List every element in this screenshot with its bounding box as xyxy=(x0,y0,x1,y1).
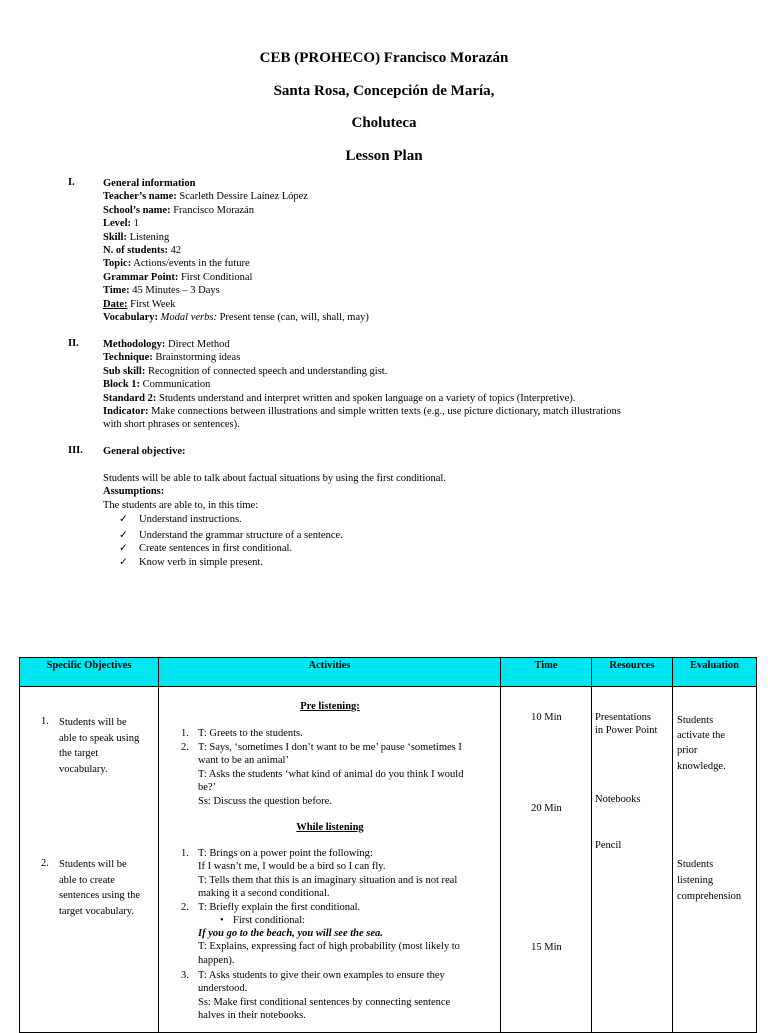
general-objective-heading-wrap xyxy=(103,445,703,458)
field-label: Grammar Point: xyxy=(103,271,179,283)
list-item xyxy=(103,556,343,570)
activity-line: T: Says, ‘sometimes I don’t want to be me’ pause ‘sometimes I xyxy=(198,742,462,753)
activity-line: be?’ xyxy=(198,782,217,794)
activity-b1 xyxy=(198,847,457,901)
field-label: School’s name: xyxy=(103,204,171,216)
list-item-text: Understand instructions. xyxy=(139,514,242,525)
check-icon: ✓ xyxy=(119,529,128,541)
field-label: Standard 2: xyxy=(103,392,157,404)
resource-line: Presentations xyxy=(595,712,651,723)
activity-line: Ss: Discuss the question before. xyxy=(198,795,332,807)
field-label: Teacher’s name: xyxy=(103,191,177,203)
objective-line: Students will be xyxy=(59,717,127,728)
activity-line: Ss: Make first conditional sentences by connecting sentence xyxy=(198,996,451,1008)
list-item-text: Know verb in simple present. xyxy=(139,556,263,568)
while-listening-heading: While listening xyxy=(296,822,364,833)
activities-cell xyxy=(159,687,501,1033)
conditional-example: If you go to the beach, you will see the sea. xyxy=(198,928,383,939)
activity-line: making it a second conditional. xyxy=(198,888,330,900)
method-value: Direct Method xyxy=(165,339,230,350)
objective-line: Students will be xyxy=(59,859,127,870)
check-icon: ✓ xyxy=(119,543,128,555)
objective-text: Students will be able to talk about factual situations by using the first conditional. xyxy=(103,473,446,484)
col-header-activities: Activities xyxy=(159,658,501,687)
time-cell xyxy=(501,687,592,1033)
objectives-cell xyxy=(20,687,159,1033)
table-row xyxy=(20,687,757,1033)
block-value: Communication xyxy=(140,379,211,391)
field-label: N. of students: xyxy=(103,245,169,257)
topic-value: Actions/events in the future xyxy=(131,258,250,270)
check-icon: ✓ xyxy=(119,514,128,525)
section-3-number: III. xyxy=(68,445,83,456)
time-value: 15 Min xyxy=(531,942,562,953)
teacher-name: Scarleth Dessire Laínez López xyxy=(176,191,308,203)
evaluation-cell xyxy=(673,687,757,1033)
grammar-value: First Conditional xyxy=(178,271,253,283)
date-value: First Week xyxy=(127,298,176,310)
assumptions-intro: The students are able to, in this time: xyxy=(103,499,259,511)
list-item-text: Understand the grammar structure of a sentence. xyxy=(139,529,343,541)
skill-value: Listening xyxy=(126,231,170,243)
field-label: Time: xyxy=(103,285,130,297)
field-label: Skill: xyxy=(103,231,127,243)
subskill-value: Recognition of connected speech and understanding gist. xyxy=(145,365,388,377)
objective-number: 1. xyxy=(41,716,49,727)
activity-2 xyxy=(198,741,463,808)
objective-1 xyxy=(59,715,139,778)
activity-number: 2. xyxy=(181,742,189,753)
activity-line: T: Asks students to give their own examples to ensure they xyxy=(198,970,445,981)
activity-line: understood. xyxy=(198,983,248,995)
activity-line: T: Explains, expressing fact of high probability (most likely to xyxy=(198,941,460,953)
resource-3: Pencil xyxy=(595,840,622,851)
activity-line: halves in their notebooks. xyxy=(198,1010,306,1022)
activity-number: 1. xyxy=(181,848,189,859)
objective-line: able to create xyxy=(59,874,115,886)
section-2-number: II. xyxy=(68,338,79,349)
general-objective xyxy=(103,472,703,512)
evaluation-line: activate the xyxy=(677,730,726,742)
objective-line: sentences using the xyxy=(59,890,141,902)
activity-line: T: Tells them that this is an imaginary situation and is not real xyxy=(198,874,458,886)
evaluation-line: prior xyxy=(677,745,698,757)
lesson-table xyxy=(19,657,757,1033)
assumptions-list xyxy=(103,513,343,569)
field-label: Block 1: xyxy=(103,379,141,391)
level-value: 1 xyxy=(131,218,139,230)
resources-cell xyxy=(592,687,673,1033)
resource-2: Notebooks xyxy=(595,794,641,805)
activity-line: If I wasn’t me, I would be a bird so I can fly. xyxy=(198,861,386,873)
list-item xyxy=(103,529,343,543)
evaluation-1 xyxy=(677,713,726,774)
section-1-heading: General information xyxy=(103,178,196,189)
evaluation-line: Students xyxy=(677,715,714,726)
methodology-block xyxy=(103,338,693,432)
objective-line: vocabulary. xyxy=(59,764,108,776)
evaluation-2 xyxy=(677,857,741,904)
field-label: Technique: xyxy=(103,352,153,364)
time-value: 45 Minutes – 3 Days xyxy=(129,285,220,297)
bullet-icon: • xyxy=(220,915,224,926)
check-icon: ✓ xyxy=(119,556,128,568)
field-label: Vocabulary: xyxy=(103,312,159,324)
evaluation-line: Students xyxy=(677,859,714,870)
activity-line: want to be an animal’ xyxy=(198,755,289,767)
time-value: 10 Min xyxy=(531,712,562,723)
field-label: Level: xyxy=(103,218,131,230)
section-3-heading: General objective: xyxy=(103,446,186,457)
activity-line: T: Brings on a power point the following: xyxy=(198,848,373,859)
activity-b2-rest xyxy=(198,927,460,967)
evaluation-line: listening xyxy=(677,874,714,886)
section-1-number: I. xyxy=(68,177,75,188)
list-item-text: Create sentences in first conditional. xyxy=(139,543,293,555)
resource-line: in Power Point xyxy=(595,725,658,737)
col-header-objectives: Specific Objectives xyxy=(20,658,159,687)
activity-line: happen). xyxy=(198,954,235,966)
objective-line: able to speak using xyxy=(59,732,140,744)
activity-number: 1. xyxy=(181,728,189,739)
activity-number: 3. xyxy=(181,970,189,981)
time-value: 20 Min xyxy=(531,803,562,814)
list-item xyxy=(103,513,343,527)
col-header-time: Time xyxy=(501,658,592,687)
document-title: Lesson Plan xyxy=(345,148,423,164)
list-item xyxy=(103,542,343,556)
technique-value: Brainstorming ideas xyxy=(152,352,241,364)
school-title: CEB (PROHECO) Francisco Morazán xyxy=(259,50,509,66)
field-label: Indicator: xyxy=(103,406,149,418)
evaluation-line: knowledge. xyxy=(677,760,726,772)
indicator-value: Make connections between illustrations and simple written texts (e.g., use picture dictionary, match illustrations xyxy=(148,406,621,418)
standard-value: Students understand and interpret written and spoken language on a variety of topics (Interpretive). xyxy=(156,392,576,404)
field-label: Date: xyxy=(103,298,128,310)
assumptions-label: Assumptions: xyxy=(103,486,165,498)
students-count: 42 xyxy=(168,245,182,257)
col-header-evaluation: Evaluation xyxy=(673,658,757,687)
objective-line: target vocabulary. xyxy=(59,906,134,918)
general-information xyxy=(103,177,703,324)
field-label: Topic: xyxy=(103,258,132,270)
vocab-value: Present tense (can, will, shall, may) xyxy=(216,312,369,324)
objective-line: the target xyxy=(59,748,99,760)
objective-number: 2. xyxy=(41,858,49,869)
field-label: Methodology: xyxy=(103,339,166,350)
location-line: Santa Rosa, Concepción de María, xyxy=(273,83,495,99)
activity-line: First conditional: xyxy=(233,915,306,926)
table-header-row xyxy=(20,658,757,687)
indicator-value-cont: with short phrases or sentences). xyxy=(103,419,240,431)
activity-line: T: Asks the students ‘what kind of animal do you think I would xyxy=(198,768,464,780)
activity-text: T: Greets to the students. xyxy=(198,728,303,739)
field-label: Sub skill: xyxy=(103,365,146,377)
objective-2 xyxy=(59,857,140,920)
activity-number: 2. xyxy=(181,902,189,913)
pre-listening-heading: Pre listening: xyxy=(300,701,360,712)
evaluation-line: comprehension xyxy=(677,890,742,902)
col-header-resources: Resources xyxy=(592,658,673,687)
activity-b3 xyxy=(198,969,450,1023)
vocab-italic: Modal verbs: xyxy=(158,312,217,324)
resource-1 xyxy=(595,711,657,738)
department-line: Choluteca xyxy=(351,115,417,131)
school-name: Francisco Morazán xyxy=(170,204,254,216)
activity-line: T: Briefly explain the first conditional. xyxy=(198,902,361,913)
